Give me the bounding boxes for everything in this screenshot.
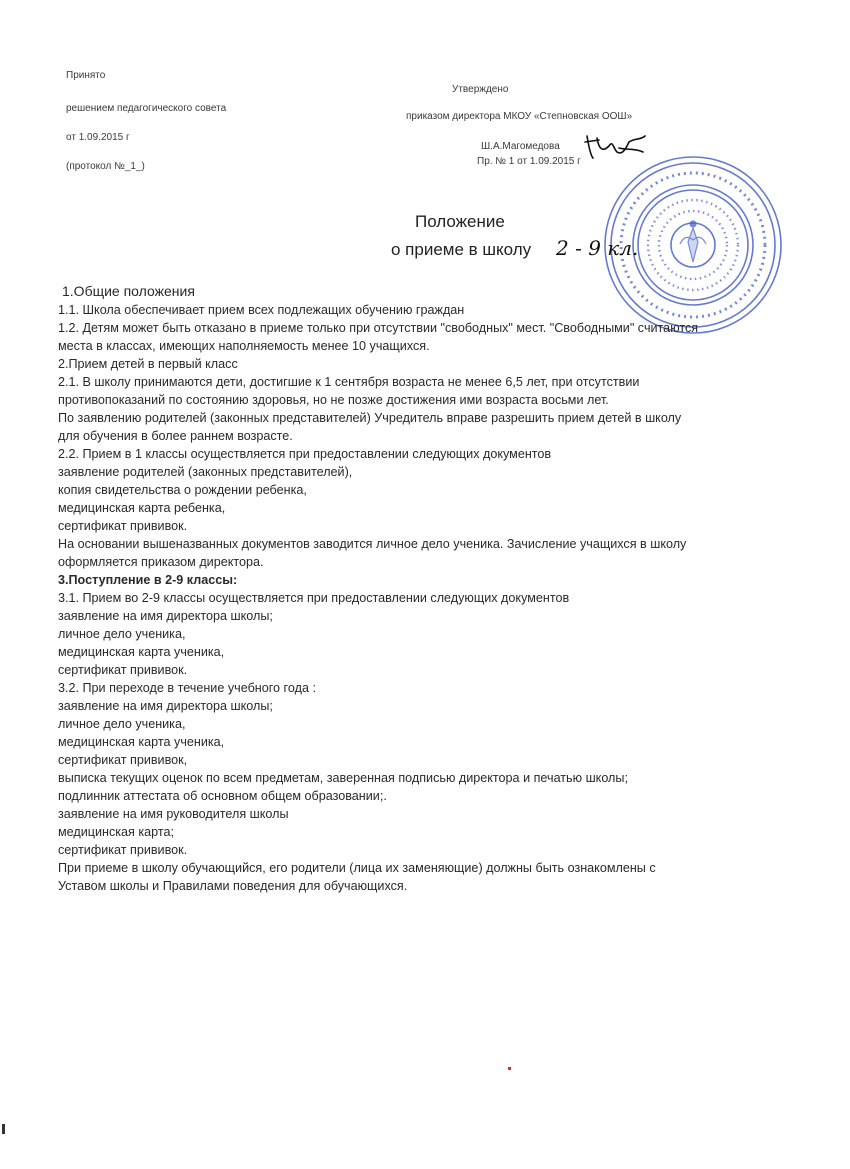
accepted-label: Принято (66, 70, 106, 81)
section-first-grade: 2.Прием детей в первый класс (58, 357, 238, 371)
body-line: заявление на имя директора школы; (58, 609, 273, 623)
body-line: 2.2. Прием в 1 классы осуществляется при предоставлении следующих документов (58, 447, 552, 461)
body-line: противопоказаний по состоянию здоровья, но не позже достижения ими возраста восьми лет. (58, 393, 609, 407)
director-name: Ш.А.Магомедова (481, 141, 560, 152)
body-line: медицинская карта ребенка, (58, 501, 226, 515)
council-decision: решением педагогического совета (66, 103, 227, 114)
approved-label: Утверждено (452, 84, 509, 95)
handwritten-grades: 2 - 9 кл. (556, 236, 639, 260)
scan-mark (2, 1124, 5, 1134)
order-number: Пр. № 1 от 1.09.2015 г (477, 156, 581, 167)
body-line: При приеме в школу обучающийся, его родители (лица их заменяющие) должны быть ознакомлены с (58, 861, 656, 875)
body-line: По заявлению родителей (законных представителей) Учредитель вправе разрешить прием детей в школу (58, 411, 682, 425)
body-line: личное дело ученика, (58, 717, 186, 731)
body-line: Уставом школы и Правилами поведения для обучающихся. (58, 879, 408, 893)
body-line: медицинская карта ученика, (58, 735, 225, 749)
body-line: 3.1. Прием во 2-9 классы осуществляется при предоставлении следующих документов (58, 591, 570, 605)
body-line: подлинник аттестата об основном общем образовании;. (58, 789, 387, 803)
document-title: Положение (415, 212, 505, 231)
body-line: места в классах, имеющих наполняемость менее 10 учащихся. (58, 339, 430, 353)
body-line: На основании вышеназванных документов заводится личное дело ученика. Зачисление учащихся в школу (58, 537, 687, 551)
body-line: для обучения в более раннем возрасте. (58, 429, 293, 443)
body-line: 2.1. В школу принимаются дети, достигшие к 1 сентября возраста не менее 6,5 лет, при отсутствии (58, 375, 640, 389)
body-line: 3.2. При переходе в течение учебного года : (58, 681, 316, 695)
body-line: сертификат прививок. (58, 519, 188, 533)
body-line: сертификат прививок. (58, 663, 188, 677)
body-line: личное дело ученика, (58, 627, 186, 641)
body-line: заявление родителей (законных представителей), (58, 465, 353, 479)
document-subtitle: о приеме в школу (391, 240, 532, 259)
body-line: медицинская карта ученика, (58, 645, 225, 659)
section-grades-2-9: 3.Поступление в 2-9 классы: (58, 573, 238, 587)
scan-mark (508, 1067, 511, 1070)
body-line: выписка текущих оценок по всем предметам, заверенная подписью директора и печатью школы; (58, 771, 628, 785)
council-date: от 1.09.2015 г (66, 132, 130, 143)
section-general: 1.Общие положения (62, 283, 195, 299)
body-line: медицинская карта; (58, 825, 175, 839)
body-line: 1.1. Школа обеспечивает прием всех подлежащих обучению граждан (58, 303, 465, 317)
body-line: 1.2. Детям может быть отказано в приеме только при отсутствии "свободных" мест. "Свободными" считаются (58, 321, 699, 335)
body-line: заявление на имя директора школы; (58, 699, 273, 713)
body-line: сертификат прививок. (58, 843, 188, 857)
body-line: сертификат прививок, (58, 753, 188, 767)
body-line: заявление на имя руководителя школы (58, 807, 289, 821)
body-line: копия свидетельства о рождении ребенка, (58, 483, 307, 497)
body-line: оформляется приказом директора. (58, 555, 264, 569)
protocol-number: (протокол №_1_) (66, 161, 145, 172)
approval-order: приказом директора МКОУ «Степновская ООШ» (406, 111, 633, 122)
